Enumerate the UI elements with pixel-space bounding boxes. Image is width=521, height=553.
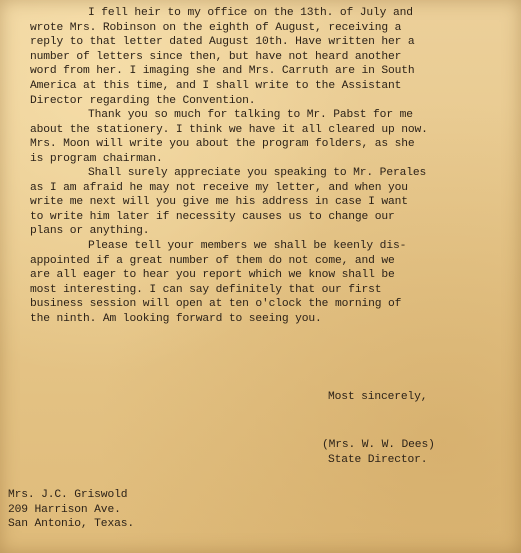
paragraph-3: [30, 166, 505, 239]
letter-line: number of letters since then, but have not heard another: [30, 50, 402, 63]
address-line: San Antonio, Texas.: [8, 518, 134, 531]
letter-line: America at this time, and I shall write to the Assistant: [30, 79, 402, 92]
letter-line: write me next will you give me his address in case I want: [30, 196, 408, 209]
letter-line: business session will open at ten o'clock the morning of: [30, 298, 402, 311]
letter-line: to write him later if necessity causes us to change our: [30, 210, 395, 223]
recipient-address: [8, 488, 134, 532]
letter-line: appointed if a great number of them do not come, and we: [30, 254, 395, 267]
address-line: Mrs. J.C. Griswold: [8, 489, 128, 501]
signature-name: (Mrs. W. W. Dees): [322, 439, 435, 451]
letter-line: most interesting. I can say definitely that our first: [30, 283, 382, 296]
paragraph-2: [30, 108, 505, 166]
letter-line: word from her. I imaging she and Mrs. Carruth are in South: [30, 65, 415, 78]
signature-title: State Director.: [328, 454, 428, 466]
address-line: 209 Harrison Ave.: [8, 503, 121, 516]
letter-line: reply to that letter dated August 10th. Have written her a: [30, 36, 415, 49]
letter-line: Mrs. Moon will write you about the program folders, as she: [30, 138, 415, 151]
letter-line: are all eager to hear you report which we know shall be: [30, 269, 395, 282]
closing-salutation: Most sincerely,: [328, 391, 428, 403]
letter-line: Thank you so much for talking to Mr. Pabst for me: [88, 109, 413, 121]
letter-line: I fell heir to my office on the 13th. of July and: [88, 7, 413, 19]
letter-line: is program chairman.: [30, 152, 163, 165]
paragraph-4: [30, 239, 505, 327]
letter-line: as I am afraid he may not receive my letter, and when you: [30, 181, 408, 194]
letter-line: Director regarding the Convention.: [30, 94, 256, 107]
letter-line: wrote Mrs. Robinson on the eighth of August, receiving a: [30, 21, 402, 34]
letter-line: about the stationery. I think we have it all cleared up now.: [30, 123, 428, 136]
letter-line: the ninth. Am looking forward to seeing you.: [30, 312, 322, 325]
letter-line: plans or anything.: [30, 225, 150, 238]
paragraph-1: [30, 6, 505, 108]
letter-line: Please tell your members we shall be keenly dis-: [88, 240, 407, 252]
letter-line: Shall surely appreciate you speaking to Mr. Perales: [88, 167, 427, 179]
